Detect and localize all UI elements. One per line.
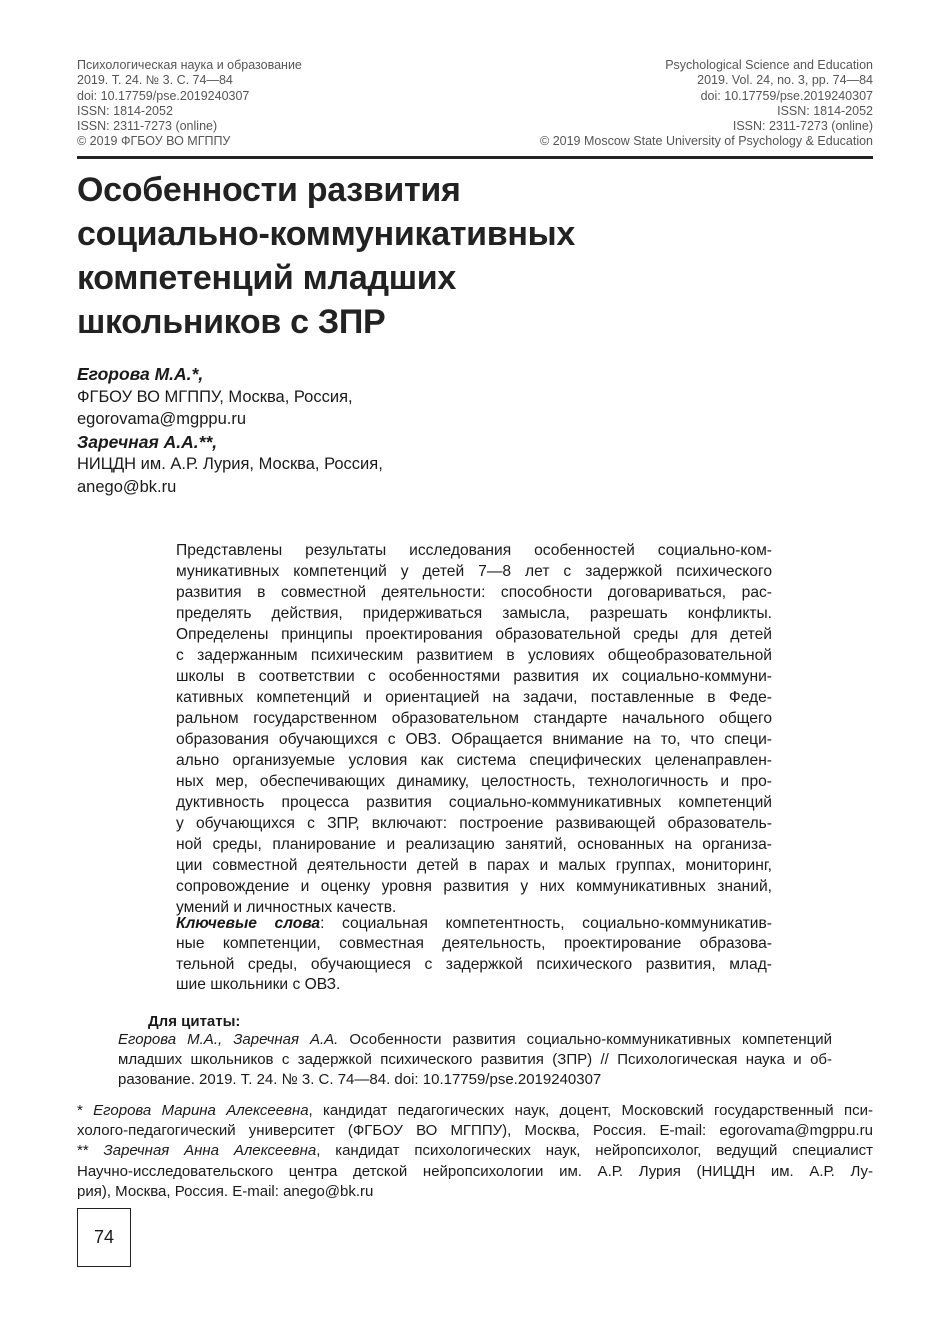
header-line: © 2019 ФГБОУ ВО МГППУ bbox=[77, 134, 231, 149]
keywords-text: шие школьники с ОВЗ. bbox=[176, 975, 341, 993]
abstract-line: у обучающихся с ЗПР, включают: построение развивающей образователь- bbox=[176, 815, 772, 832]
footnote-text: холого-педагогический университет (ФГБОУ ВО МГППУ), Москва, Россия. E-mail: egorovama@mgppu.ru bbox=[77, 1122, 873, 1140]
header-line: ISSN: 2311-7273 (online) bbox=[732, 119, 873, 134]
keywords-text: : социальная компетентность, социально-коммуникатив- bbox=[320, 915, 772, 932]
page-number: 74 bbox=[77, 1208, 131, 1267]
author-name: Заречная А.А.**, bbox=[77, 431, 218, 452]
abstract-line: умений и личностных качеств. bbox=[176, 899, 397, 916]
header-line: 2019. Vol. 24, no. 3, pp. 74—84 bbox=[697, 73, 873, 88]
citation-text: младших школьников с задержкой психического развития (ЗПР) // Психологическая наука и об- bbox=[118, 1051, 832, 1068]
abstract-line: ально организуемые условия как система специфических целенаправлен- bbox=[176, 752, 772, 769]
author-affiliation: ФГБОУ ВО МГППУ, Москва, Россия, bbox=[77, 387, 353, 406]
author-email[interactable]: anego@bk.ru bbox=[77, 477, 177, 496]
footnote-author: Заречная Анна Алексеевна bbox=[103, 1142, 317, 1160]
author-name: Егорова М.А.*, bbox=[77, 364, 204, 384]
title-line: компетенций младших bbox=[77, 259, 456, 297]
abstract-line: школы в соответствии с особенностями развития их социально-коммуни- bbox=[176, 668, 772, 685]
citation bbox=[118, 1030, 832, 1090]
footnote-mark: ** bbox=[77, 1142, 104, 1160]
abstract-line: образования обучающихся с ОВЗ. Обращается внимание на то, что специ- bbox=[176, 731, 772, 748]
header-line: Психологическая наука и образование bbox=[77, 58, 302, 72]
footnotes bbox=[77, 1101, 873, 1202]
header-line: © 2019 Moscow State University of Psychology & Education bbox=[540, 134, 873, 149]
header-line: ISSN: 1814-2052 bbox=[777, 103, 873, 118]
journal-header-en bbox=[540, 58, 873, 150]
title-line: Особенности развития bbox=[77, 171, 461, 209]
footnote-author: Егорова Марина Алексеевна bbox=[93, 1102, 309, 1119]
citation-text: разование. 2019. Т. 24. № 3. С. 74—84. doi: 10.17759/pse.2019240307 bbox=[118, 1071, 602, 1088]
keywords-label: Ключевые слова bbox=[176, 915, 321, 932]
header-line: doi: 10.17759/pse.2019240307 bbox=[77, 88, 250, 103]
abstract-line: дуктивность процесса развития социально-коммуникативных компетенций bbox=[176, 794, 772, 811]
footnote-text: рия), Москва, Россия. E-mail: anego@bk.ru bbox=[77, 1182, 374, 1200]
abstract-line: ции совместной деятельности детей в парах и малых группах, мониторинг, bbox=[176, 857, 772, 874]
abstract bbox=[176, 540, 772, 918]
header-line: doi: 10.17759/pse.2019240307 bbox=[700, 88, 873, 103]
header-line: Psychological Science and Education bbox=[665, 58, 873, 72]
citation-text: Особенности развития социально-коммуникативных компетенций bbox=[338, 1031, 832, 1048]
keywords bbox=[176, 914, 772, 995]
keywords-text: ные компетенции, совместная деятельность, проектирование образова- bbox=[176, 935, 772, 953]
title-line: школьников с ЗПР bbox=[77, 303, 386, 341]
citation-heading: Для цитаты: bbox=[148, 1013, 241, 1030]
abstract-line: с задержанным психическим развитием в условиях общеобразовательной bbox=[176, 647, 772, 664]
authors bbox=[77, 363, 383, 498]
title-line: социально-коммуникативных bbox=[77, 215, 575, 253]
abstract-line: ной среды, планирование и реализацию занятий, основанных на организа- bbox=[176, 836, 772, 853]
abstract-line: развития в совместной деятельности: способности договариваться, рас- bbox=[176, 584, 772, 601]
citation-authors: Егорова М.А., Заречная А.А. bbox=[118, 1031, 339, 1048]
header-line: 2019. Т. 24. № 3. С. 74—84 bbox=[77, 73, 233, 88]
abstract-line: ных мер, обеспечивающих динамику, целостность, технологичность и про- bbox=[176, 773, 772, 790]
keywords-text: тельной среды, обучающиеся с задержкой психического развития, млад- bbox=[176, 955, 772, 973]
abstract-line: пределять действия, придерживаться замысла, разрешать конфликты. bbox=[176, 605, 772, 622]
abstract-line: муникативных компетенций у детей 7—8 лет с задержкой психического bbox=[176, 563, 772, 580]
abstract-line: ральном государственном образовательном стандарте начального общего bbox=[176, 710, 772, 727]
footnote-text: , кандидат психологических наук, нейропсихолог, ведущий специалист bbox=[316, 1142, 874, 1160]
footnote-text: Научно-исследовательского центра детской нейропсихологии им. А.Р. Лурия (НИЦДН им. А.Р. Лу- bbox=[77, 1162, 873, 1180]
article-title bbox=[77, 168, 575, 344]
header-divider bbox=[77, 156, 873, 159]
abstract-line: кативных компетенций и ориентацией на задачи, поставленные в Феде- bbox=[176, 689, 772, 706]
author-affiliation: НИЦДН им. А.Р. Лурия, Москва, Россия, bbox=[77, 455, 383, 473]
abstract-line: Определены принципы проектирования образовательной среды для детей bbox=[176, 626, 772, 643]
author-email[interactable]: egorovama@mgppu.ru bbox=[77, 410, 247, 428]
header-line: ISSN: 2311-7273 (online) bbox=[77, 119, 218, 134]
footnote-mark: * bbox=[77, 1102, 94, 1119]
footnote-text: , кандидат педагогических наук, доцент, Московский государственный пси- bbox=[308, 1102, 873, 1119]
journal-header-ru bbox=[77, 58, 302, 150]
abstract-line: сопровождение и оценку уровня развития у них коммуникативных знаний, bbox=[176, 878, 772, 895]
abstract-line: Представлены результаты исследования особенностей социально-ком- bbox=[176, 542, 772, 559]
header-line: ISSN: 1814-2052 bbox=[77, 103, 173, 118]
